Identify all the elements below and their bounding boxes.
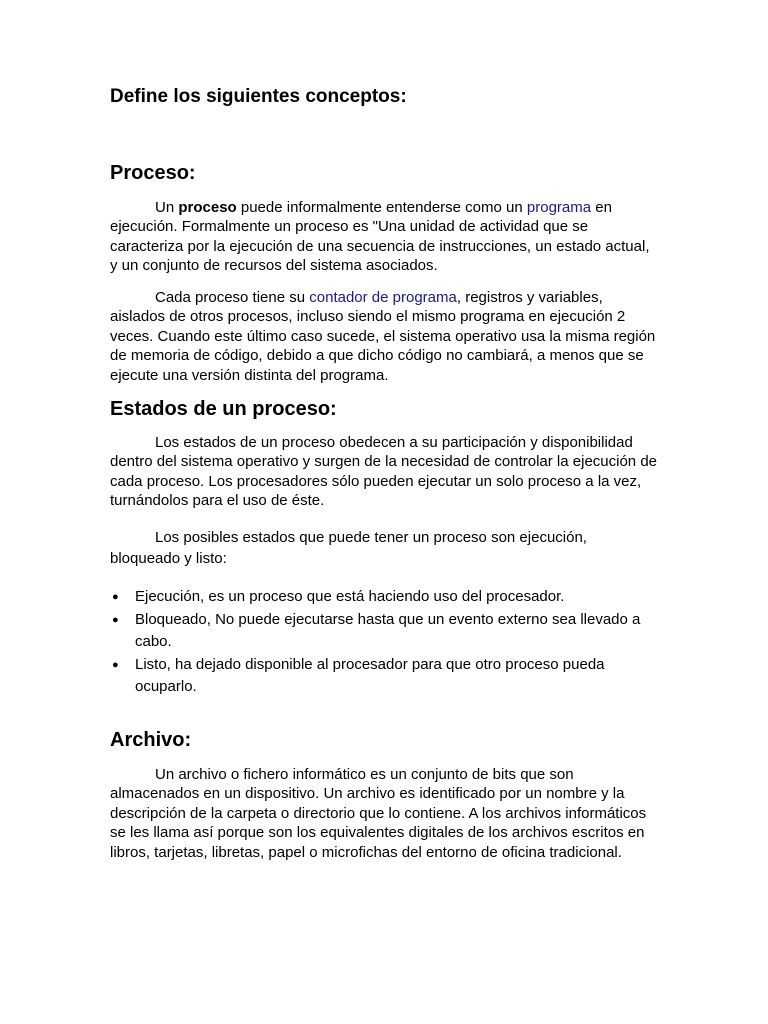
list-item-text: Bloqueado, No puede ejecutarse hasta que un evento externo sea llevado a cabo. [135, 610, 641, 650]
heading-estados: Estados de un proceso: [110, 398, 337, 420]
list-item [110, 609, 658, 654]
link-contador-de-programa[interactable]: contador de programa [309, 289, 457, 306]
proceso-bold-term: proceso [178, 199, 237, 216]
bullet-icon: ● [112, 613, 119, 626]
list-item [110, 586, 658, 609]
heading-archivo: Archivo: [110, 729, 192, 751]
archivo-p1-text: Un archivo o fichero informático es un conjunto de bits que son almacenados en un dispositivo. Un archivo es identificado por un nombre y la descripción de la carpeta o directorio que lo contiene. A los archivos informáticos se les llama así porque son los equivalentes digitales de los archivos escritos en libros, tarjetas, libretas, papel o microfichas del entorno de oficina tradicional. [110, 766, 647, 861]
bullet-icon: ● [112, 658, 119, 671]
proceso-p2-text-a: Cada proceso tiene su [155, 289, 310, 306]
estados-p1-text: Los estados de un proceso obedecen a su participación y disponibilidad dentro del sistema operativo y surgen de la necesidad de controlar la ejecución de cada proceso. Los procesadores sólo pueden ejecutar un solo proceso a la vez, turnándolos para el uso de éste. [110, 434, 658, 510]
proceso-p1-text-a: Un [155, 199, 179, 216]
list-item-text: Listo, ha dejado disponible al procesador para que otro proceso pueda ocuparlo. [135, 655, 605, 695]
archivo-paragraph [110, 765, 658, 862]
estados-paragraph-1 [110, 433, 658, 511]
list-item-text: Ejecución, es un proceso que está haciendo uso del procesador. [135, 588, 565, 605]
proceso-paragraph-1 [110, 198, 658, 276]
estados-paragraph-2 [110, 527, 658, 569]
document-title: Define los siguientes conceptos: [110, 86, 407, 107]
proceso-p1-text-c: en ejecución. Formalmente un proceso es "Una unidad de actividad que se caracteriza por la ejecución de una secuencia de instrucciones, un estado actual, y un conjunto de recursos del sistema asociados. [110, 199, 650, 275]
proceso-p1-text-b: puede informalmente entenderse como un [236, 199, 527, 216]
list-item [110, 654, 658, 699]
estados-list [110, 586, 658, 699]
bullet-icon: ● [112, 591, 119, 603]
link-programa[interactable]: programa [526, 199, 592, 216]
heading-proceso: Proceso: [110, 162, 196, 184]
proceso-p2-text-b: , registros y variables, aislados de otros procesos, incluso siendo el mismo programa en ejecución 2 veces. Cuando este último caso sucede, el sistema operativo usa la misma región de memoria de código, debido a que dicho código no cambiará, a menos que se ejecute una versión distinta del programa. [110, 289, 656, 384]
estados-p2-text: Los posibles estados que puede tener un proceso son ejecución, bloqueado y listo: [110, 529, 587, 567]
proceso-paragraph-2 [110, 288, 658, 385]
